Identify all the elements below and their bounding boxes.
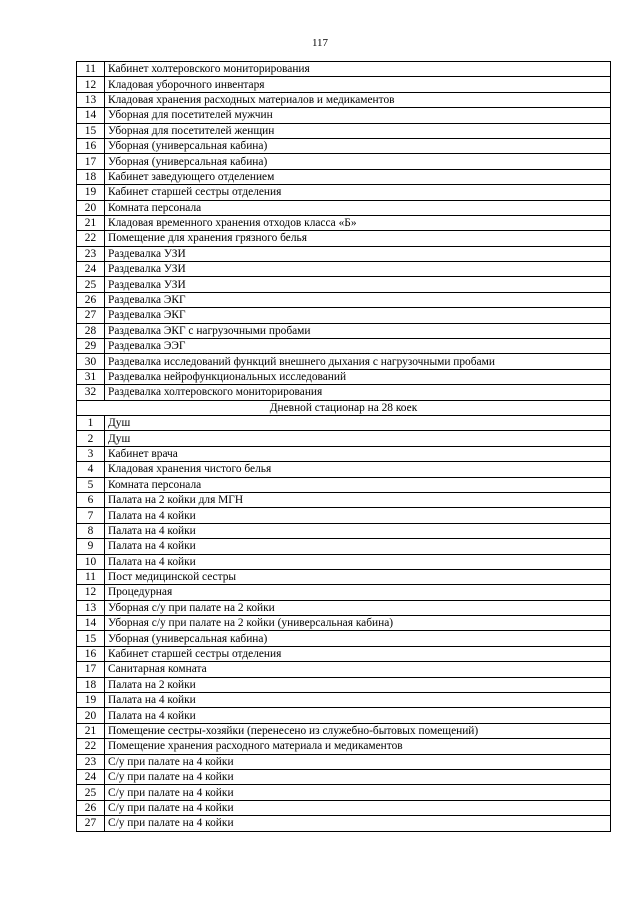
row-number: 15 (77, 123, 105, 138)
row-number: 30 (77, 354, 105, 369)
row-number: 19 (77, 693, 105, 708)
room-name: Помещение сестры-хозяйки (перенесено из служебно-бытовых помещений) (105, 723, 611, 738)
row-number: 12 (77, 77, 105, 92)
row-number: 17 (77, 154, 105, 169)
row-number: 21 (77, 215, 105, 230)
row-number: 1 (77, 415, 105, 430)
room-name: Санитарная комната (105, 662, 611, 677)
section-header-row (77, 400, 611, 415)
room-name: Палата на 4 койки (105, 693, 611, 708)
table-row (77, 339, 611, 354)
room-table-body (77, 62, 611, 832)
room-name: Раздевалка нейрофункциональных исследований (105, 369, 611, 384)
table-row (77, 123, 611, 138)
row-number: 22 (77, 231, 105, 246)
table-row (77, 723, 611, 738)
row-number: 20 (77, 708, 105, 723)
row-number: 16 (77, 646, 105, 661)
row-number: 27 (77, 816, 105, 831)
room-name: Раздевалка УЗИ (105, 246, 611, 261)
room-name: Душ (105, 415, 611, 430)
table-row (77, 569, 611, 584)
row-number: 2 (77, 431, 105, 446)
table-row (77, 754, 611, 769)
table-row (77, 739, 611, 754)
table-row (77, 585, 611, 600)
table-row (77, 677, 611, 692)
table-row (77, 539, 611, 554)
row-number: 23 (77, 754, 105, 769)
row-number: 16 (77, 138, 105, 153)
table-row (77, 323, 611, 338)
room-name: Палата на 2 койки для МГН (105, 492, 611, 507)
row-number: 21 (77, 723, 105, 738)
row-number: 10 (77, 554, 105, 569)
room-name: Кабинет врача (105, 446, 611, 461)
table-row (77, 554, 611, 569)
room-name: Уборная (универсальная кабина) (105, 138, 611, 153)
table-row (77, 246, 611, 261)
room-name: С/у при палате на 4 койки (105, 785, 611, 800)
row-number: 26 (77, 800, 105, 815)
table-row (77, 262, 611, 277)
room-name: Кабинет заведующего отделением (105, 169, 611, 184)
row-number: 15 (77, 631, 105, 646)
row-number: 4 (77, 462, 105, 477)
room-name: Кладовая хранения расходных материалов и медикаментов (105, 92, 611, 107)
table-row (77, 77, 611, 92)
room-name: Раздевалка холтеровского мониторирования (105, 385, 611, 400)
row-number: 7 (77, 508, 105, 523)
table-row (77, 477, 611, 492)
table-row (77, 369, 611, 384)
row-number: 23 (77, 246, 105, 261)
room-name: Раздевалка ЭКГ (105, 308, 611, 323)
table-row (77, 646, 611, 661)
row-number: 8 (77, 523, 105, 538)
table-row (77, 816, 611, 831)
room-name: С/у при палате на 4 койки (105, 769, 611, 784)
table-row (77, 231, 611, 246)
row-number: 18 (77, 169, 105, 184)
table-row (77, 446, 611, 461)
room-name: Помещение для хранения грязного белья (105, 231, 611, 246)
room-name: Палата на 4 койки (105, 539, 611, 554)
table-row (77, 200, 611, 215)
table-row (77, 785, 611, 800)
room-name: Помещение хранения расходного материала и медикаментов (105, 739, 611, 754)
row-number: 14 (77, 616, 105, 631)
room-name: Уборная (универсальная кабина) (105, 631, 611, 646)
room-name: Палата на 2 койки (105, 677, 611, 692)
table-row (77, 523, 611, 538)
room-name: Комната персонала (105, 477, 611, 492)
table-row (77, 662, 611, 677)
room-name: Кладовая уборочного инвентаря (105, 77, 611, 92)
table-row (77, 277, 611, 292)
table-row (77, 708, 611, 723)
room-name: Процедурная (105, 585, 611, 600)
table-row (77, 800, 611, 815)
row-number: 13 (77, 92, 105, 107)
room-name: Кабинет старшей сестры отделения (105, 646, 611, 661)
room-name: Уборная для посетителей мужчин (105, 108, 611, 123)
section-title: Дневной стационар на 28 коек (77, 400, 611, 415)
room-name: Кладовая временного хранения отходов класса «Б» (105, 215, 611, 230)
row-number: 31 (77, 369, 105, 384)
row-number: 20 (77, 200, 105, 215)
row-number: 18 (77, 677, 105, 692)
row-number: 14 (77, 108, 105, 123)
row-number: 26 (77, 292, 105, 307)
room-name: Кладовая хранения чистого белья (105, 462, 611, 477)
table-row (77, 462, 611, 477)
room-name: Кабинет старшей сестры отделения (105, 185, 611, 200)
row-number: 5 (77, 477, 105, 492)
room-name: Пост медицинской сестры (105, 569, 611, 584)
row-number: 24 (77, 769, 105, 784)
room-name: С/у при палате на 4 койки (105, 800, 611, 815)
room-name: С/у при палате на 4 койки (105, 816, 611, 831)
table-row (77, 292, 611, 307)
room-name: Раздевалка УЗИ (105, 277, 611, 292)
room-name: Палата на 4 койки (105, 508, 611, 523)
room-name: Уборная (универсальная кабина) (105, 154, 611, 169)
room-name: Кабинет холтеровского мониторирования (105, 62, 611, 77)
table-row (77, 600, 611, 615)
room-name: Палата на 4 койки (105, 523, 611, 538)
row-number: 11 (77, 62, 105, 77)
row-number: 12 (77, 585, 105, 600)
row-number: 25 (77, 277, 105, 292)
room-name: Палата на 4 койки (105, 708, 611, 723)
row-number: 27 (77, 308, 105, 323)
room-name: Раздевалка ЭКГ с нагрузочными пробами (105, 323, 611, 338)
room-name: Уборная с/у при палате на 2 койки (универсальная кабина) (105, 616, 611, 631)
table-row (77, 693, 611, 708)
row-number: 24 (77, 262, 105, 277)
table-row (77, 154, 611, 169)
table-row (77, 385, 611, 400)
row-number: 11 (77, 569, 105, 584)
table-row (77, 308, 611, 323)
table-row (77, 185, 611, 200)
row-number: 29 (77, 339, 105, 354)
row-number: 3 (77, 446, 105, 461)
room-name: Раздевалка УЗИ (105, 262, 611, 277)
row-number: 17 (77, 662, 105, 677)
row-number: 32 (77, 385, 105, 400)
room-name: Уборная для посетителей женщин (105, 123, 611, 138)
table-row (77, 769, 611, 784)
table-row (77, 431, 611, 446)
room-name: Душ (105, 431, 611, 446)
room-name: Палата на 4 койки (105, 554, 611, 569)
table-row (77, 215, 611, 230)
table-row (77, 631, 611, 646)
room-table (76, 61, 611, 832)
room-name: Раздевалка ЭЭГ (105, 339, 611, 354)
row-number: 13 (77, 600, 105, 615)
page-number: 117 (311, 37, 329, 49)
room-name: Раздевалка ЭКГ (105, 292, 611, 307)
table-row (77, 138, 611, 153)
room-name: Раздевалка исследований функций внешнего дыхания с нагрузочными пробами (105, 354, 611, 369)
table-row (77, 415, 611, 430)
room-name: С/у при палате на 4 койки (105, 754, 611, 769)
row-number: 9 (77, 539, 105, 554)
table-row (77, 169, 611, 184)
table-row (77, 492, 611, 507)
table-row (77, 354, 611, 369)
row-number: 6 (77, 492, 105, 507)
table-row (77, 508, 611, 523)
table-row (77, 616, 611, 631)
table-row (77, 108, 611, 123)
room-name: Комната персонала (105, 200, 611, 215)
row-number: 19 (77, 185, 105, 200)
row-number: 25 (77, 785, 105, 800)
room-name: Уборная с/у при палате на 2 койки (105, 600, 611, 615)
table-row (77, 92, 611, 107)
row-number: 28 (77, 323, 105, 338)
row-number: 22 (77, 739, 105, 754)
table-row (77, 62, 611, 77)
